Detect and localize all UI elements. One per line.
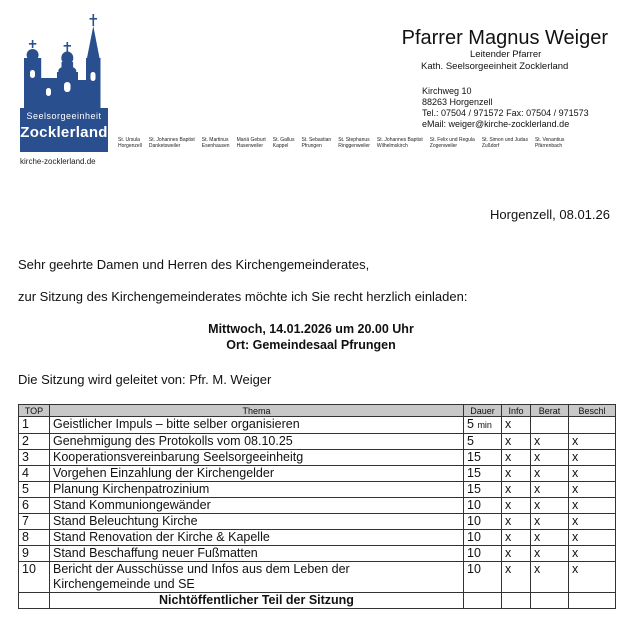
sender-email[interactable]: eMail: weiger@kirche-zocklerland.de [422,119,570,129]
parish-item [149,137,195,149]
agenda-top: 3 [19,450,50,466]
agenda-berat: x [531,450,569,466]
agenda-dauer-value: 15 [467,466,481,480]
agenda-info: x [502,466,531,482]
parish-place: Zogenweiler [429,143,458,149]
agenda-berat: x [531,498,569,514]
agenda-thema [50,530,464,546]
agenda-dauer-value: 10 [467,562,481,576]
agenda-thema [50,466,464,482]
parish-saint: Mariä Geburt [236,137,266,143]
header-dauer: Dauer [464,405,502,417]
agenda-top: 1 [19,417,50,434]
agenda-row [19,530,616,546]
agenda-beschl: x [569,514,616,530]
church-logo-icon [16,14,112,110]
agenda-beschl: x [569,546,616,562]
agenda-dauer-value: 15 [467,482,481,496]
logo-url[interactable]: kirche-zocklerland.de [20,157,96,166]
parish-item [377,137,423,149]
agenda-info: x [502,450,531,466]
agenda-beschl: x [569,482,616,498]
agenda-beschl: x [569,466,616,482]
parish-saint: St. Simon und Judas [481,137,528,143]
agenda-row [19,498,616,514]
agenda-top: 9 [19,546,50,562]
meeting-where: Ort: Gemeindesaal Pfrungen [226,338,396,352]
parish-saint: St. Venantius [534,137,565,143]
agenda-row [19,514,616,530]
parish-saint: St. Sebastian [301,137,332,143]
agenda-berat: x [531,530,569,546]
sender-street: Kirchweg 10 [422,86,472,96]
chair-line: Die Sitzung wird geleitet von: Pfr. M. Weiger [18,372,272,387]
parish-place: Pfärrenbach [534,143,563,149]
parish-item [482,137,528,149]
agenda-dauer [464,530,502,546]
agenda-info: x [502,546,531,562]
agenda-top: 10 [19,562,50,593]
agenda-thema [50,498,464,514]
agenda-thema [50,514,464,530]
agenda-row [19,482,616,498]
parish-place: Kappel [272,143,289,149]
sender-phone: Tel.: 07504 / 971572 Fax: 07504 / 971573 [422,108,589,118]
parish-item [202,137,230,149]
agenda-berat: x [531,466,569,482]
closed-info [502,593,531,609]
agenda-top: 7 [19,514,50,530]
agenda-dauer-value: 10 [467,498,481,512]
parish-saint: St. Ursula [118,137,140,143]
agenda-dauer-value: 10 [467,514,481,528]
agenda-top: 8 [19,530,50,546]
agenda-berat: x [531,514,569,530]
parish-item [430,137,475,149]
sender-org: Kath. Seelsorgeeinheit Zocklerland [421,61,569,72]
agenda-dauer [464,546,502,562]
agenda-thema-text: Stand Beleuchtung Kirche [53,514,198,528]
date-line: Horgenzell, 08.01.26 [490,207,610,222]
agenda-dauer [464,466,502,482]
agenda-info: x [502,530,531,546]
sender-role: Leitender Pfarrer [470,49,542,60]
parish-place: Wilhelmskirch [376,143,408,149]
agenda-beschl [569,417,616,434]
agenda-dauer-value: 5 [467,417,474,431]
agenda-thema-text: Stand Renovation der Kirche & Kapelle [53,530,270,544]
agenda-dauer [464,434,502,450]
agenda-berat: x [531,562,569,593]
logo-line1: Seelsorgeeinheit [26,111,102,121]
agenda-thema-text-line2: Kirchengemeinde und SE [53,577,195,591]
agenda-dauer [464,482,502,498]
closed-beschl [569,593,616,609]
agenda-thema [50,450,464,466]
agenda-thema [50,546,464,562]
agenda-beschl: x [569,530,616,546]
meeting-when: Mittwoch, 14.01.2026 um 20.00 Uhr [208,322,414,336]
agenda-thema-text: Planung Kirchenpatrozinium [53,482,210,496]
agenda-row [19,434,616,450]
header-top: TOP [19,405,50,417]
logo-line2: Zocklerland [20,124,108,141]
agenda-berat: x [531,482,569,498]
agenda-beschl: x [569,498,616,514]
agenda-thema [50,482,464,498]
agenda-dauer [464,498,502,514]
agenda-top: 2 [19,434,50,450]
agenda-row [19,562,616,593]
closed-berat [531,593,569,609]
agenda-row [19,417,616,434]
parish-saint: St. Martinus [201,137,229,143]
agenda-dauer-value: 5 [467,434,474,448]
closed-section-title: Nichtöffentlicher Teil der Sitzung [50,593,464,609]
parish-saint: St. Felix und Regula [429,137,475,143]
parish-place: Ringgenweiler [338,143,370,149]
agenda-berat [531,417,569,434]
agenda-info: x [502,482,531,498]
parish-item [237,137,266,149]
closed-dauer [464,593,502,609]
parish-saint: St. Johannes Baptist [148,137,195,143]
parish-item [301,137,331,149]
sender-city: 88263 Horgenzell [422,97,493,107]
agenda-header-row [19,405,616,417]
agenda-dauer [464,514,502,530]
parish-saint: St. Johannes Baptist [376,137,423,143]
agenda-dauer-value: 10 [467,530,481,544]
agenda-top: 6 [19,498,50,514]
parish-list [118,137,571,149]
parish-saint: St. Gallus [272,137,295,143]
parish-item [118,137,142,149]
parish-item [338,137,370,149]
agenda-info: x [502,498,531,514]
agenda-dauer-value: 10 [467,546,481,560]
agenda-thema-text: Genehmigung des Protokolls vom 08.10.25 [53,434,293,448]
agenda-beschl: x [569,562,616,593]
header-berat: Berat [531,405,569,417]
parish-place: Esenhausen [201,143,230,149]
header-thema: Thema [50,405,464,417]
agenda-thema-text: Kooperationsvereinbarung Seelsorgeeinheitg [53,450,304,464]
agenda-info: x [502,434,531,450]
sender-name: Pfarrer Magnus Weiger [401,27,608,49]
closed-section-row [19,593,616,609]
agenda-berat: x [531,546,569,562]
agenda-info: x [502,562,531,593]
parish-place: Horgenzell [118,143,142,149]
agenda-thema [50,562,464,593]
header-beschl: Beschl [569,405,616,417]
parish-item [273,137,295,149]
agenda-thema-text: Stand Kommuniongewänder [53,498,211,512]
salutation: Sehr geehrte Damen und Herren des Kirchengemeinderates, [18,257,370,272]
parish-place: Pfrungen [301,143,322,149]
agenda-dauer-value: 15 [467,450,481,464]
logo-banner [20,108,108,152]
header-info: Info [502,405,531,417]
agenda-thema-text: Bericht der Ausschüsse und Infos aus dem Leben der [53,562,350,576]
agenda-thema [50,417,464,434]
agenda-info: x [502,514,531,530]
agenda-top: 5 [19,482,50,498]
agenda-thema [50,434,464,450]
agenda-row [19,466,616,482]
parish-place: Haserweiler [236,143,263,149]
parish-place: Zußdorf [481,143,500,149]
parish-saint: St. Stephanus [338,137,370,143]
agenda-row [19,450,616,466]
agenda-thema-text: Stand Beschaffung neuer Fußmatten [53,546,258,560]
agenda-info: x [502,417,531,434]
parish-place: Danketsweiler [148,143,181,149]
agenda-dauer [464,562,502,593]
invitation-text: zur Sitzung des Kirchengemeinderates möchte ich Sie recht herzlich einladen: [18,289,468,304]
agenda-dauer [464,417,502,434]
agenda-row [19,546,616,562]
agenda-berat: x [531,434,569,450]
agenda-dauer-unit: min [477,420,492,430]
parish-item [535,137,564,149]
agenda-top: 4 [19,466,50,482]
agenda-thema-text: Vorgehen Einzahlung der Kirchengelder [53,466,274,480]
agenda-dauer [464,450,502,466]
agenda-thema-text: Geistlicher Impuls – bitte selber organisieren [53,417,300,431]
closed-top [19,593,50,609]
agenda-beschl: x [569,450,616,466]
agenda-beschl: x [569,434,616,450]
agenda-table [18,404,616,609]
